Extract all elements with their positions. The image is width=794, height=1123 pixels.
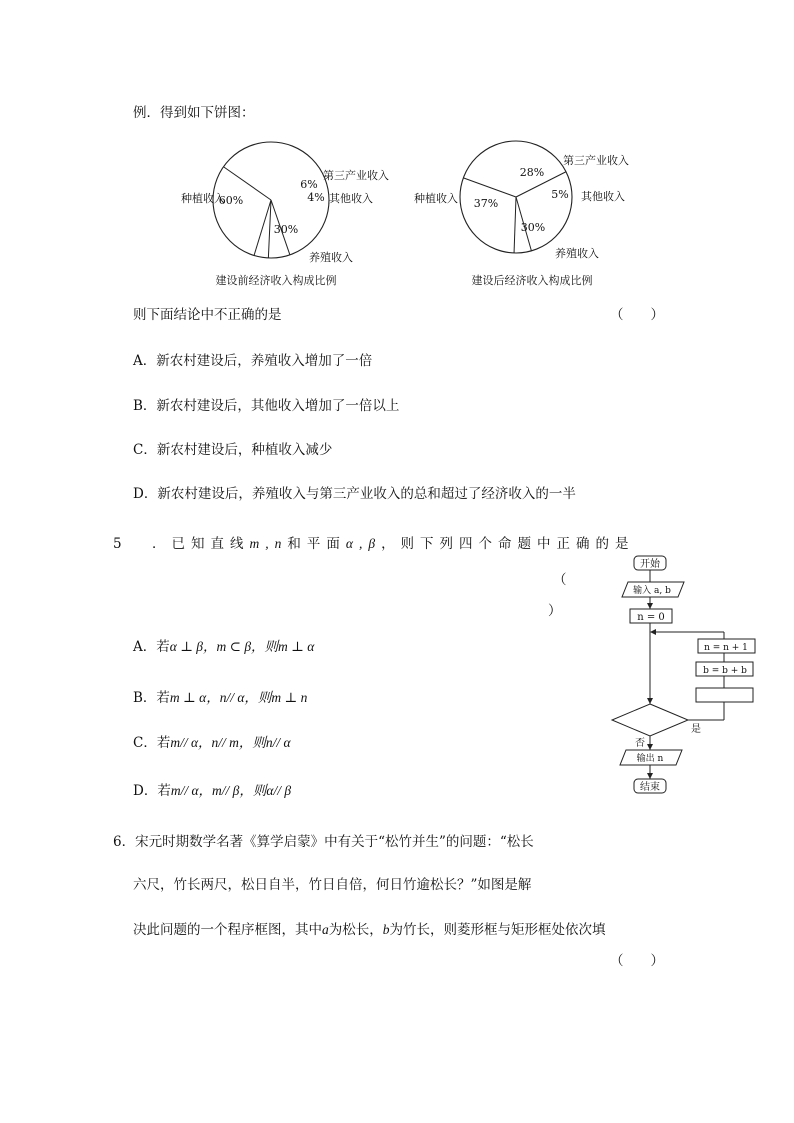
pie-slice-value: 30% xyxy=(273,223,299,236)
q4-stem: 则下面结论中不正确的是 xyxy=(133,307,282,323)
flow-end-label: 结束 xyxy=(640,782,660,793)
pie-slice-value: 4% xyxy=(307,191,325,204)
pie-slice-label: 第三产业收入 xyxy=(323,169,389,182)
pie-slice-label: 养殖收入 xyxy=(555,247,599,260)
q6-line-3-b: 为松长， xyxy=(328,922,383,938)
intro-text: 例．得到如下饼图： xyxy=(133,105,255,121)
flow-yes-label: 是 xyxy=(691,724,701,735)
pie-chart-title: 建设后经济收入构成比例 xyxy=(471,274,593,287)
pie-slice-value: 30% xyxy=(520,221,546,234)
flow-init-label: n = 0 xyxy=(637,612,665,623)
pie-chart-title: 建设前经济收入构成比例 xyxy=(215,274,337,287)
pie-slice-value: 60% xyxy=(218,194,244,207)
q6-line-1 xyxy=(113,833,534,851)
flow-condition-diamond xyxy=(612,704,688,736)
q6-line-3 xyxy=(133,921,606,939)
q5-option-c-body: m// α，n// m，则n// α xyxy=(170,735,291,750)
q4-option-b: B．新农村建设后，其他收入增加了一倍以上 xyxy=(133,398,400,414)
pie-slice-value: 37% xyxy=(473,197,499,210)
q4-option-d: D．新农村建设后，养殖收入与第三产业收入的总和超过了经济收入的一半 xyxy=(133,486,576,502)
flow-no-label: 否 xyxy=(635,738,645,749)
q6-var-b: b xyxy=(382,922,390,937)
pie-slice-label: 其他收入 xyxy=(581,190,625,203)
flow-input-label: 输入 a, b xyxy=(633,586,671,596)
q5-vars-mn: m,n xyxy=(249,536,288,551)
q4-option-c: C．新农村建设后，种植收入减少 xyxy=(133,442,333,458)
q6-line-2: 六尺，竹长两尺，松日自半，竹日自倍，何日竹逾松长？”如图是解 xyxy=(133,877,532,893)
q5-option-d-body: m// α，m// β，则α// β xyxy=(170,783,292,798)
pie-slice-label: 其他收入 xyxy=(329,192,373,205)
pie-slice-value: 6% xyxy=(300,178,318,191)
flow-blank-box xyxy=(696,688,753,702)
q5-option-b-body: m ⊥ α，n// α，则m ⊥ n xyxy=(169,690,308,705)
q4-answer-paren: （ ） xyxy=(610,307,664,323)
q5-paren-open: （ xyxy=(553,572,567,588)
q6-line-3-a: 决此问题的一个程序框图，其中 xyxy=(133,922,322,938)
q5-paren-close: ） xyxy=(548,603,562,619)
q5-option-a-body: α ⊥ β，m ⊂ β，则m ⊥ α xyxy=(169,639,315,654)
pie-slice-label: 种植收入 xyxy=(414,192,458,205)
q6-answer-paren: （ ） xyxy=(610,953,664,969)
q5-stem-b: 和平面 xyxy=(287,536,346,552)
pie-slice-value: 5% xyxy=(551,188,569,201)
pie-slice-value: 28% xyxy=(519,166,545,179)
q6-line-3-c: 为竹长，则菱形框与矩形框处依次填 xyxy=(389,922,606,938)
flow-output-label: 输出 n xyxy=(636,754,664,764)
q5-vars-ab: α,β xyxy=(345,536,382,551)
q6-var-a: a xyxy=(322,922,329,937)
pie-slice-label: 养殖收入 xyxy=(309,251,353,264)
q5-number: 5 xyxy=(113,536,122,552)
flow-start-label: 开始 xyxy=(640,559,660,570)
q5-stem-a: ．已知直线 xyxy=(152,536,250,552)
pie-slice-label: 种植收入 xyxy=(181,192,225,205)
q5-stem-c: ，则下列四个命题中正确的是 xyxy=(381,536,635,552)
flow-update-n-label: n = n + 1 xyxy=(704,643,748,653)
q6-number: 6． xyxy=(113,834,136,850)
q5-option-c-letter: C．若 xyxy=(133,735,171,751)
q5-option-a-letter: A．若 xyxy=(133,639,170,655)
flow-update-b-label: b = b + b xyxy=(703,666,747,676)
q4-option-a: A．新农村建设后，养殖收入增加了一倍 xyxy=(133,353,373,369)
q6-line-1-text: 宋元时期数学名著《算学启蒙》中有关于“松竹并生”的问题：“松长 xyxy=(135,834,534,850)
pie-slice-label: 第三产业收入 xyxy=(563,154,629,167)
q5-option-b-letter: B．若 xyxy=(133,690,170,706)
q5-option-d-letter: D．若 xyxy=(133,783,171,799)
